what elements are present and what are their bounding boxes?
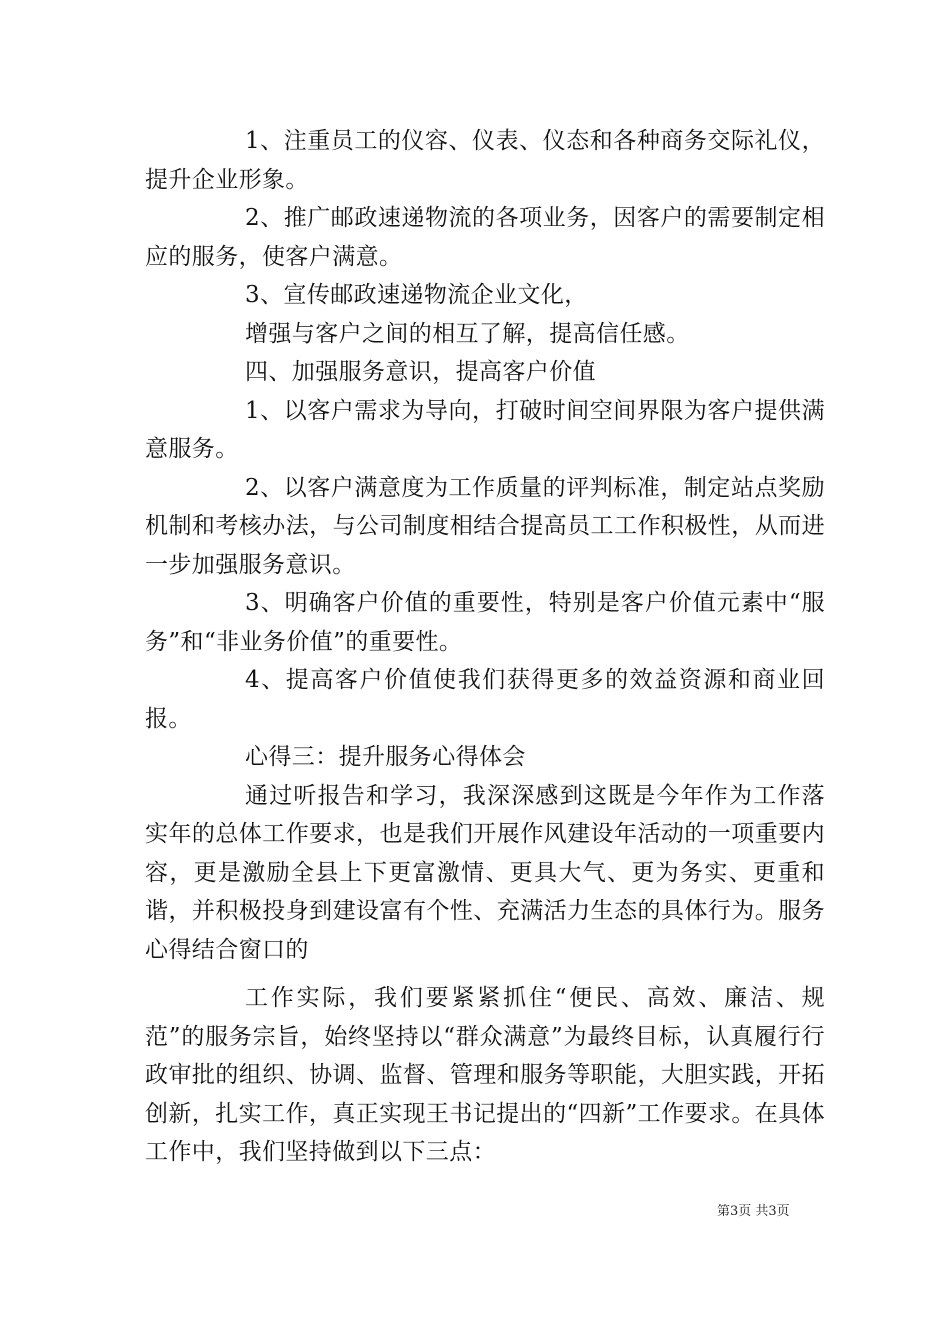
page-number-footer: 第3页 共3页: [717, 1204, 790, 1219]
subsection-heading: 心得三：提升服务心得体会: [245, 744, 526, 770]
paragraph-item-6: 1、以客户需求为导向，打破时间空间界限为客户提供满意服务。: [145, 397, 825, 462]
paragraph-item-7: 2、以客户满意度为工作质量的评判标准，制定站点奖励机制和考核办法，与公司制度相结合提高员工工作积极性，从而进一步加强服务意识。: [145, 474, 825, 578]
paragraph-item-1: 1、注重员工的仪容、仪表、仪态和各种商务交际礼仪，提升企业形象。: [145, 128, 825, 193]
paragraph-item-8: 3、明确客户价值的重要性，特别是客户价值元素中“服务”和“非业务价值”的重要性。: [145, 590, 825, 655]
paragraph-item-2: 2、推广邮政速递物流的各项业务，因客户的需要制定相应的服务，使客户满意。: [145, 205, 825, 270]
paragraph-item-12: 工作实际，我们要紧紧抓住“便民、高效、廉洁、规范”的服务宗旨，始终坚持以“群众满意”为最终目标，认真履行行政审批的组织、协调、监督、管理和服务等职能，大胆实践，开拓创新，扎实工作，真正实现王书记提出的“四新”工作要求。在具体工作中，我们坚持做到以下三点：: [145, 985, 825, 1165]
paragraph-item-9: 4、提高客户价值使我们获得更多的效益资源和商业回报。: [145, 667, 825, 732]
paragraph-item-11: 通过听报告和学习，我深深感到这既是今年作为工作落实年的总体工作要求，也是我们开展作风建设年活动的一项重要内容，更是激励全县上下更富激情、更具大气、更为务实、更重和谐，并积极投身到建设富有个性、充满活力生态的具体行为。服务心得结合窗口的: [145, 782, 825, 963]
document-body: [145, 122, 825, 1172]
section-heading: 四、加强服务意识，提高客户价值: [245, 359, 596, 385]
paragraph-item-4: 增强与客户之间的相互了解，提高信任感。: [245, 320, 690, 347]
paragraph-item-3: 3、宣传邮政速递物流企业文化，: [245, 282, 588, 308]
